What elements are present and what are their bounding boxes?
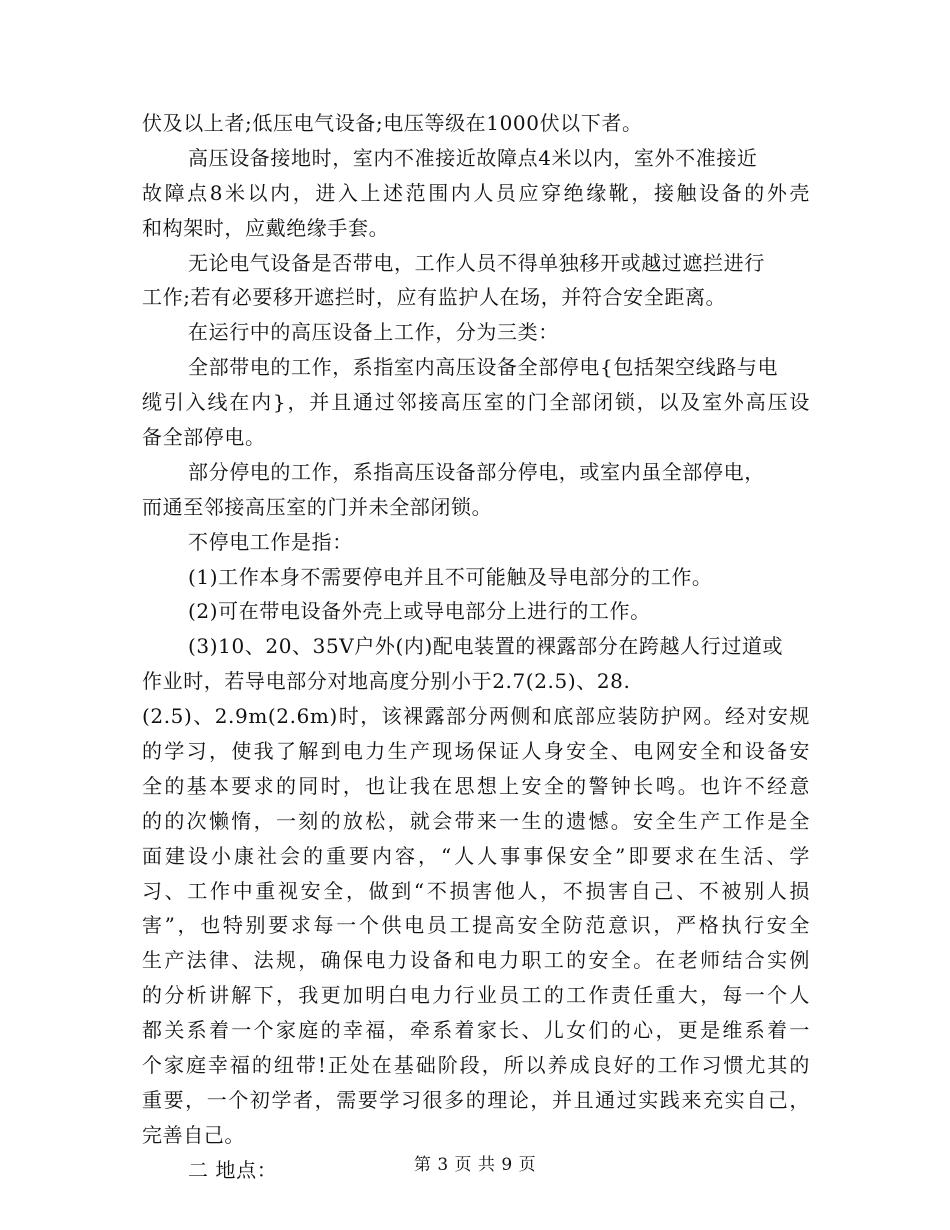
- text-line: (2.5)、2.9m(2.6m)时，该裸露部分两侧和底部应装防护网。经对安规: [142, 704, 810, 729]
- text-line: 个家庭幸福的纽带!正处在基础阶段，所以养成良好的工作习惯尤其的: [142, 1053, 810, 1078]
- text-line: 习、工作中重视安全，做到“不损害他人，不损害自己、不被别人损: [142, 878, 810, 903]
- text-line: 部分停电的工作，系指高压设备部分停电，或室内虽全部停电，: [188, 459, 765, 484]
- text-line: 故障点8米以内，进入上述范围内人员应穿绝缘靴，接触设备的外壳: [142, 180, 810, 205]
- text-line: 都关系着一个家庭的幸福，牵系着家长、儿女们的心，更是维系着一: [142, 1018, 810, 1043]
- text-line: 不停电工作是指：: [188, 529, 353, 554]
- text-line: 害”，也特别要求每一个供电员工提高安全防范意识，严格执行安全: [142, 913, 810, 938]
- text-line: 在运行中的高压设备上工作，分为三类：: [188, 320, 559, 345]
- text-line: 生产法律、法规，确保电力设备和电力职工的安全。在老师结合实例: [142, 948, 810, 973]
- text-line: 完善自己。: [142, 1122, 245, 1147]
- text-line: 的的次懒惰，一刻的放松，就会带来一生的遗憾。安全生产工作是全: [142, 808, 810, 833]
- text-line: 工作;若有必要移开遮拦时，应有监护人在场，并符合安全距离。: [142, 285, 727, 310]
- text-line: 的学习，使我了解到电力生产现场保证人身安全、电网安全和设备安: [142, 739, 810, 764]
- text-line: 无论电气设备是否带电，工作人员不得单独移开或越过遮拦进行: [188, 250, 765, 275]
- text-line: (1)工作本身不需要停电并且不可能触及导电部分的工作。: [188, 564, 713, 589]
- text-line: (2)可在带电设备外壳上或导电部分上进行的工作。: [188, 599, 651, 624]
- text-line: (3)10、20、35V户外(内)配电装置的裸露部分在跨越人行过道或: [188, 634, 784, 659]
- text-line: 作业时，若导电部分对地高度分别小于2.7(2.5)、28.: [142, 669, 631, 694]
- page-footer: 第 3 页 共 9 页: [413, 1155, 537, 1175]
- text-line: 面建设小康社会的重要内容，“人人事事保安全”即要求在生活、学: [142, 843, 810, 868]
- text-line: 全部带电的工作，系指室内高压设备全部停电{包括架空线路与电: [188, 355, 779, 380]
- section-heading: 二 地点：: [188, 1157, 278, 1182]
- text-line: 重要，一个初学者，需要学习很多的理论，并且通过实践来充实自己，: [142, 1087, 810, 1112]
- text-line: 伏及以上者;低压电气设备;电压等级在1000伏以下者。: [142, 111, 643, 135]
- text-line: 高压设备接地时，室内不准接近故障点4米以内，室外不准接近: [188, 145, 758, 170]
- text-line: 的分析讲解下，我更加明白电力行业员工的工作责任重大，每一个人: [142, 983, 810, 1008]
- text-line: 全的基本要求的同时，也让我在思想上安全的警钟长鸣。也许不经意: [142, 773, 810, 798]
- text-line: 而通至邻接高压室的门并未全部闭锁。: [142, 494, 493, 519]
- body-text: [142, 106, 810, 1188]
- text-line: 和构架时，应戴绝缘手套。: [142, 215, 390, 240]
- text-line: 备全部停电。: [142, 425, 266, 450]
- text-line: 缆引入线在内}，并且通过邻接高压室的门全部闭锁，以及室外高压设: [142, 390, 810, 415]
